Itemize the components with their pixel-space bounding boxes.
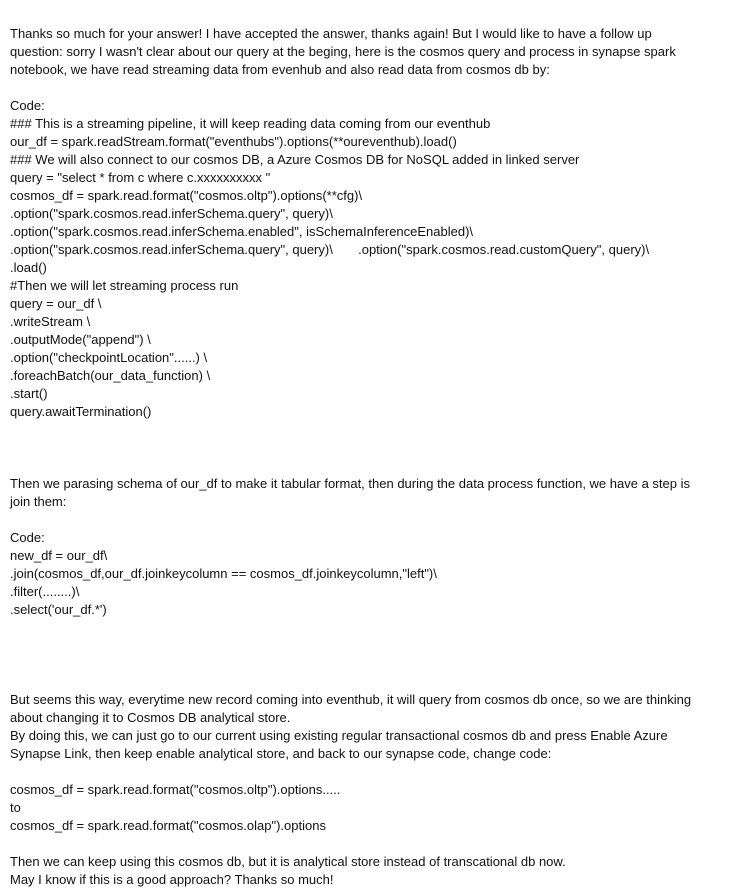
code-line: .writeStream \: [10, 314, 91, 329]
code-line: cosmos_df = spark.read.format("cosmos.olap").options: [10, 818, 326, 833]
intro-line: Thanks so much for your answer! I have accepted the answer, thanks again! But I would like to have a follow up: [10, 26, 652, 41]
intro-line: notebook, we have read streaming data from evenhub and also read data from cosmos db by:: [10, 62, 550, 77]
code-line: new_df = our_df\: [10, 548, 108, 563]
closing-line: Then we can keep using this cosmos db, but it is analytical store instead of transcational db now.: [10, 854, 566, 869]
code-line: .join(cosmos_df,our_df.joinkeycolumn == cosmos_df.joinkeycolumn,"left")\: [10, 566, 437, 581]
code-line: .option("spark.cosmos.read.inferSchema.query", query)\: [10, 206, 333, 221]
analysis-paragraph: [10, 691, 730, 763]
code-line: .outputMode("append") \: [10, 332, 151, 347]
code-line: .start(): [10, 386, 48, 401]
analysis-line: But seems this way, everytime new record coming into eventhub, it will query from cosmos db once, so we are thinking: [10, 692, 692, 707]
code-line: .select('our_df.*'): [10, 602, 107, 617]
code-line: .load(): [10, 260, 47, 275]
code-line: .foreachBatch(our_data_function) \: [10, 368, 211, 383]
code-line: to: [10, 800, 21, 815]
code-line: query = our_df \: [10, 296, 102, 311]
code-line: .option("checkpointLocation"......) \: [10, 350, 208, 365]
code-line: #Then we will let streaming process run: [10, 278, 239, 293]
intro-line: question: sorry I wasn't clear about our query at the beging, here is the cosmos query and process in synapse spark: [10, 44, 676, 59]
analysis-line: By doing this, we can just go to our current using existing regular transactional cosmos db and press Enable Azure: [10, 728, 668, 743]
code-line: ### This is a streaming pipeline, it will keep reading data coming from our eventhub: [10, 116, 491, 131]
middle-line: join them:: [10, 494, 67, 509]
code-label: Code:: [10, 98, 45, 113]
code-line: .filter(........)\: [10, 584, 80, 599]
code-line: ### We will also connect to our cosmos DB, a Azure Cosmos DB for NoSQL added in linked server: [10, 152, 580, 167]
document-page: [10, 0, 730, 889]
analysis-line: Synapse Link, then keep enable analytical store, and back to our synapse code, change code:: [10, 746, 552, 761]
closing-line: May I know if this is a good approach? Thanks so much!: [10, 872, 334, 887]
code-line: query.awaitTermination(): [10, 404, 152, 419]
code-label: Code:: [10, 530, 45, 545]
code-change-block: [10, 781, 730, 835]
code-line: .option("spark.cosmos.read.inferSchema.query", query)\ .option("spark.cosmos.read.customQuery", query)\: [10, 242, 650, 257]
code-line: cosmos_df = spark.read.format("cosmos.oltp").options(**cfg)\: [10, 188, 363, 203]
code-line: our_df = spark.readStream.format("eventhubs").options(**oureventhub).load(): [10, 134, 457, 149]
code-line: cosmos_df = spark.read.format("cosmos.oltp").options.....: [10, 782, 341, 797]
middle-paragraph: [10, 475, 730, 511]
middle-line: Then we parasing schema of our_df to make it tabular format, then during the data process function, we have a step is: [10, 476, 690, 491]
analysis-line: about changing it to Cosmos DB analytical store.: [10, 710, 291, 725]
intro-paragraph: [10, 25, 730, 79]
code-block-1: [10, 97, 730, 421]
closing-paragraph: [10, 853, 730, 889]
code-line: query = "select * from c where c.xxxxxxxxxx ": [10, 170, 271, 185]
code-line: .option("spark.cosmos.read.inferSchema.enabled", isSchemaInferenceEnabled)\: [10, 224, 474, 239]
code-block-2: [10, 529, 730, 619]
